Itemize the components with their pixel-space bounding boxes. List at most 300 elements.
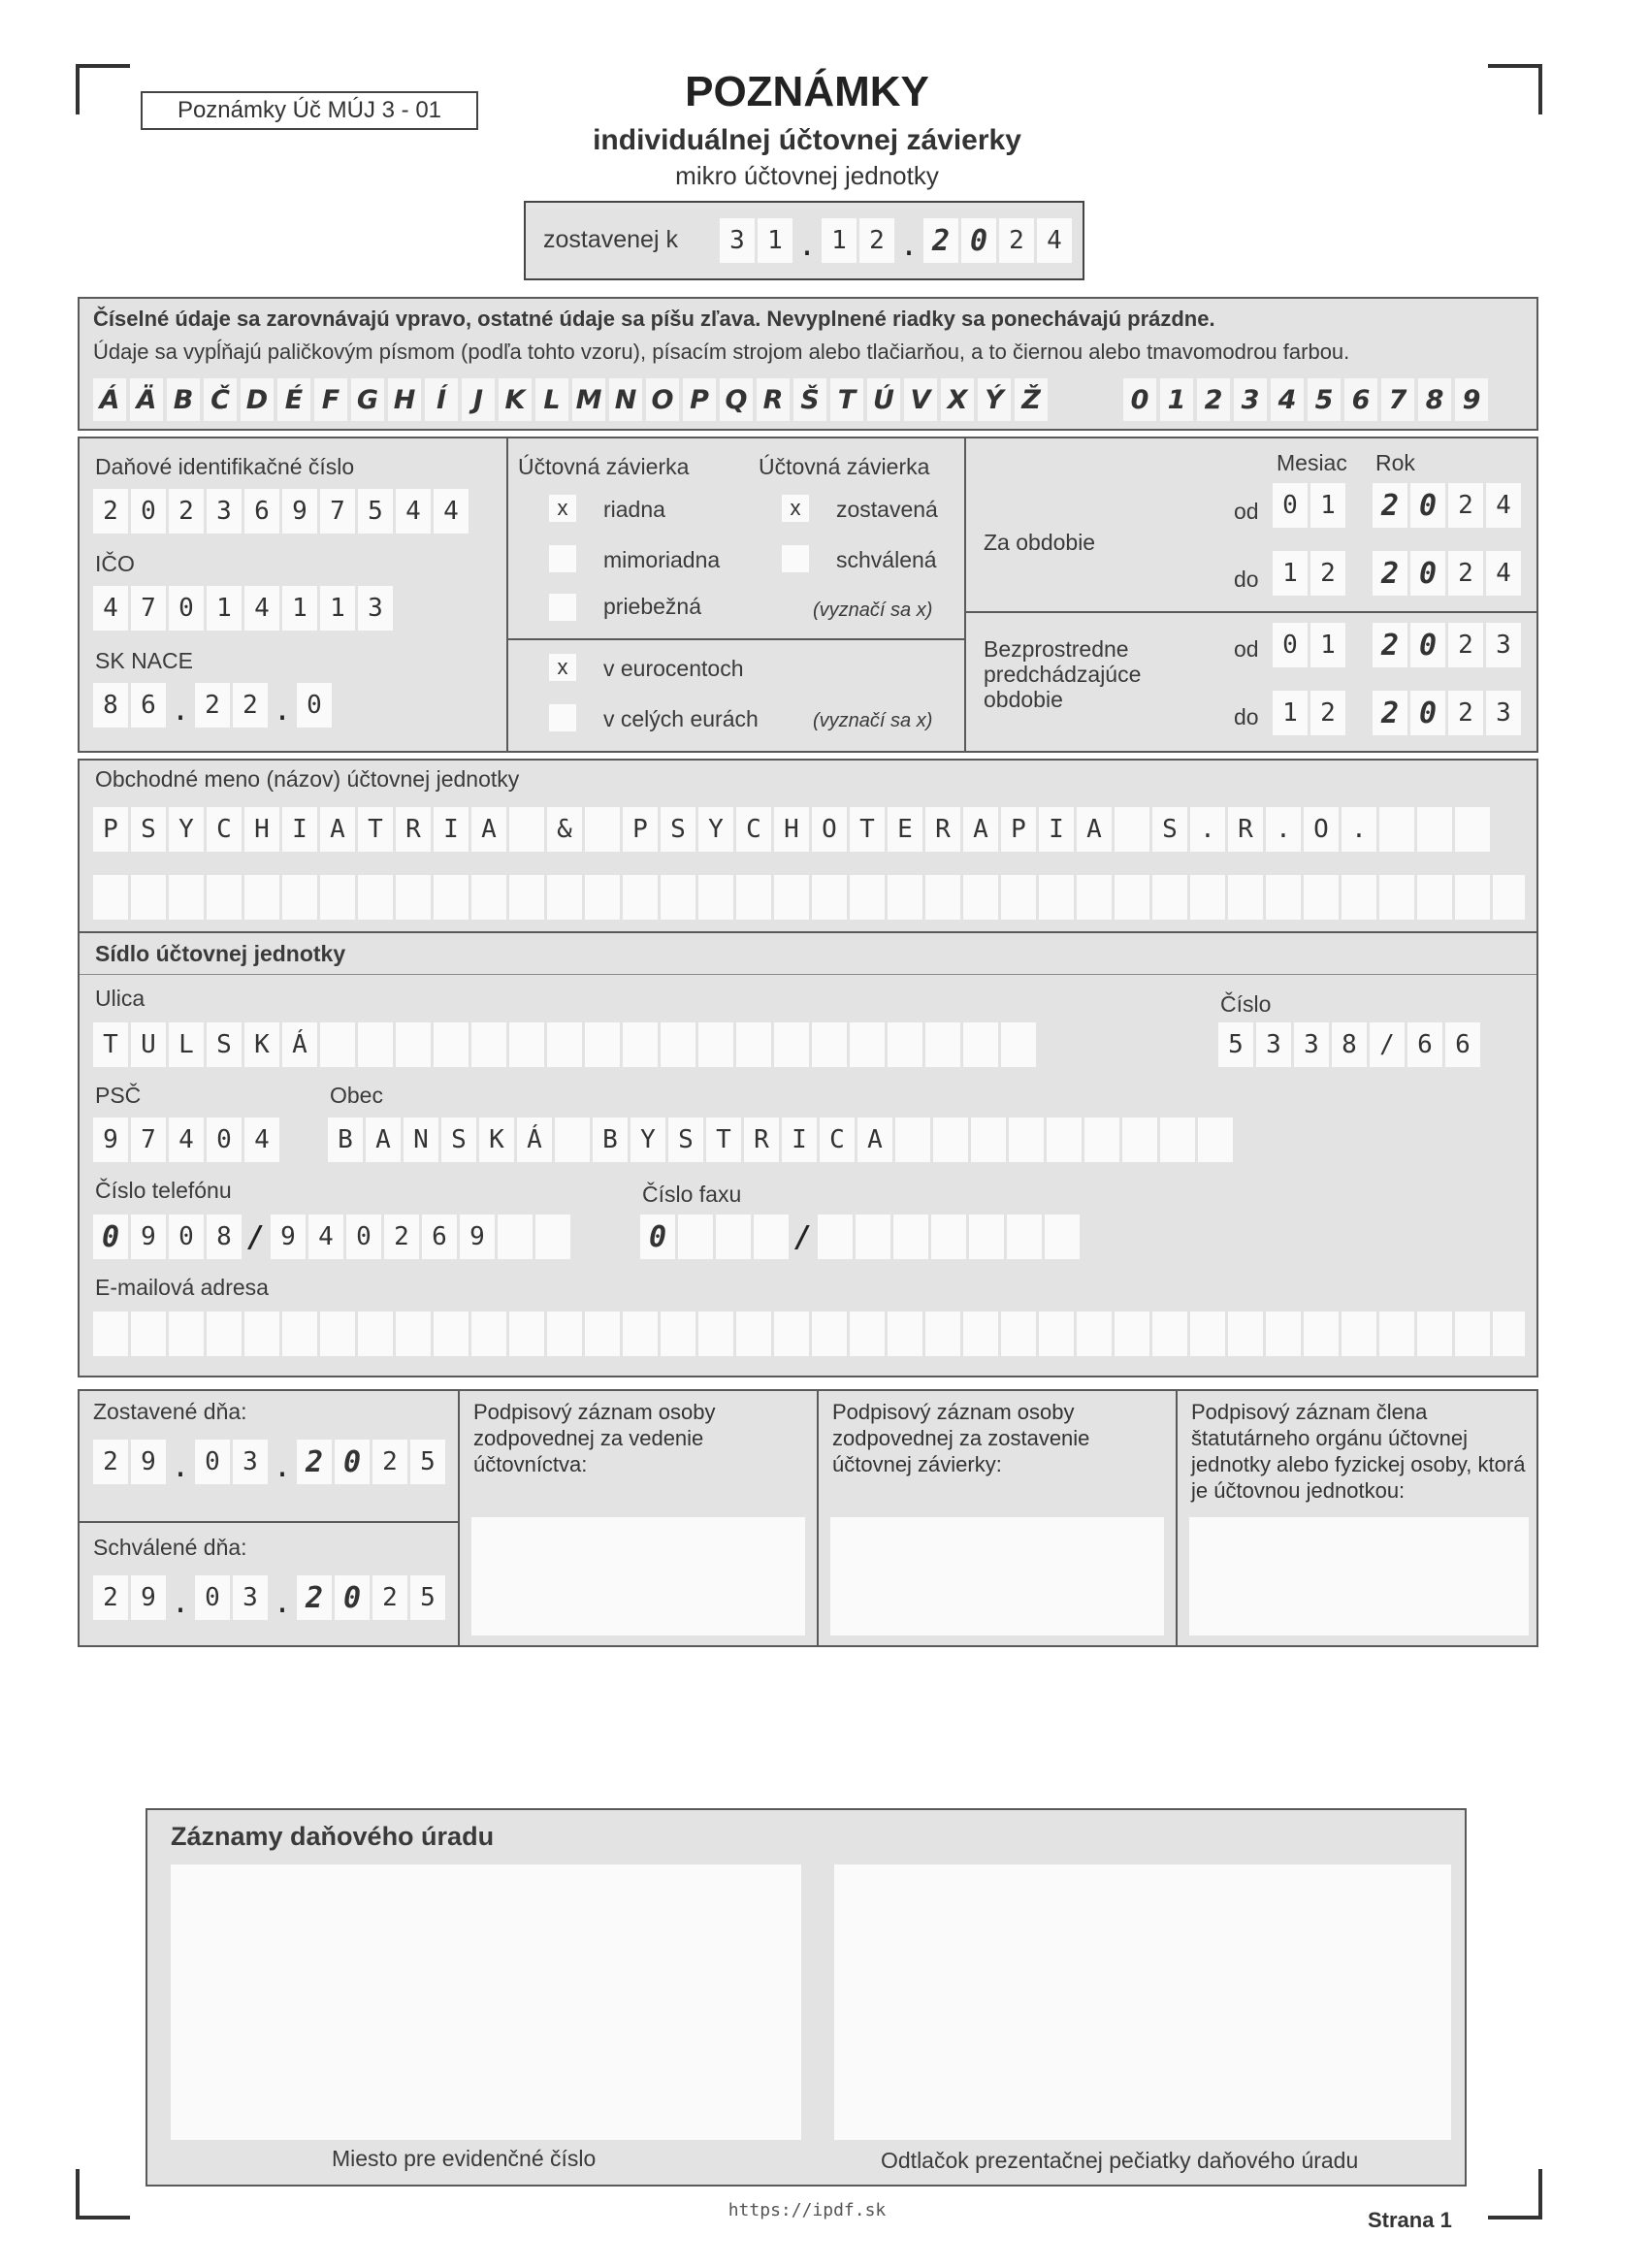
- phone-field[interactable]: [93, 1215, 570, 1259]
- char-cell[interactable]: [931, 1215, 966, 1259]
- char-cell[interactable]: T: [706, 1118, 741, 1162]
- char-cell[interactable]: S: [1152, 807, 1187, 852]
- char-cell[interactable]: 0: [1410, 483, 1445, 528]
- char-cell[interactable]: 2: [1373, 691, 1407, 735]
- char-cell[interactable]: [1007, 1215, 1042, 1259]
- char-cell[interactable]: 0: [335, 1440, 370, 1484]
- char-cell[interactable]: 0: [335, 1575, 370, 1620]
- char-cell[interactable]: 0: [1410, 551, 1445, 596]
- sample-char: 8: [1418, 378, 1451, 421]
- char-cell[interactable]: [818, 1215, 853, 1259]
- sample-char: B: [167, 378, 200, 421]
- char-cell[interactable]: 3: [1486, 623, 1521, 667]
- approved-on-date[interactable]: [93, 1575, 445, 1620]
- char-cell[interactable]: 2: [169, 489, 204, 534]
- compiled-box: [524, 201, 1084, 280]
- char-cell[interactable]: H: [774, 807, 809, 852]
- char-cell[interactable]: [585, 1022, 620, 1067]
- sample-digits: [1123, 378, 1488, 421]
- char-cell[interactable]: [698, 1022, 733, 1067]
- stamp-area[interactable]: [834, 1864, 1451, 2140]
- date-cell[interactable]: 3: [720, 218, 755, 263]
- char-cell[interactable]: 6: [131, 683, 166, 728]
- char-cell[interactable]: [1001, 1022, 1036, 1067]
- char-cell[interactable]: 7: [320, 489, 355, 534]
- char-cell[interactable]: [1198, 1118, 1233, 1162]
- char-cell[interactable]: 0: [169, 1215, 204, 1259]
- char-cell[interactable]: [1009, 1118, 1044, 1162]
- char-cell[interactable]: 2: [372, 1575, 407, 1620]
- divider: [1176, 1391, 1178, 1645]
- char-cell[interactable]: [933, 1118, 968, 1162]
- fax-field[interactable]: [640, 1215, 1080, 1259]
- char-cell[interactable]: I: [1039, 807, 1074, 852]
- char-cell[interactable]: 5: [410, 1440, 445, 1484]
- date-cell[interactable]: 1: [758, 218, 792, 263]
- psc-field[interactable]: [93, 1118, 279, 1162]
- instructions-box: [78, 297, 1538, 431]
- separator: .: [171, 1450, 190, 1484]
- char-cell[interactable]: 3: [1486, 691, 1521, 735]
- char-cell[interactable]: 9: [282, 489, 317, 534]
- date-cell[interactable]: 2: [859, 218, 894, 263]
- char-cell[interactable]: 1: [1273, 551, 1308, 596]
- char-cell[interactable]: [623, 1022, 658, 1067]
- page-title: POZNÁMKY: [685, 68, 929, 115]
- company-name-row-2[interactable]: [93, 875, 1525, 920]
- char-cell[interactable]: 5: [1218, 1022, 1253, 1067]
- char-cell[interactable]: 3: [207, 489, 242, 534]
- char-cell[interactable]: H: [244, 807, 279, 852]
- char-cell[interactable]: [547, 1022, 582, 1067]
- riadna-label: riadna: [603, 497, 665, 522]
- char-cell[interactable]: 2: [1448, 691, 1483, 735]
- char-cell[interactable]: [1122, 1118, 1157, 1162]
- char-cell[interactable]: I: [782, 1118, 817, 1162]
- dic-field[interactable]: [93, 489, 469, 534]
- dic-label: Daňové identifikačné číslo: [95, 454, 355, 479]
- char-cell[interactable]: 3: [1294, 1022, 1329, 1067]
- separator: .: [273, 1450, 292, 1484]
- char-cell[interactable]: [1045, 1215, 1080, 1259]
- char-cell[interactable]: [678, 1215, 713, 1259]
- page-number: Strana 1: [1368, 2208, 1452, 2232]
- form-code: Poznámky Úč MÚJ 3 - 01: [141, 91, 478, 130]
- char-cell[interactable]: 2: [297, 1440, 332, 1484]
- current-from[interactable]: [1273, 483, 1521, 528]
- char-cell[interactable]: 4: [169, 1118, 204, 1162]
- char-cell[interactable]: 0: [195, 1575, 230, 1620]
- char-cell[interactable]: P: [623, 807, 658, 852]
- char-cell[interactable]: 2: [93, 1440, 128, 1484]
- sample-char: Ž: [1015, 378, 1048, 421]
- char-cell[interactable]: Á: [282, 1022, 317, 1067]
- page-subtitle: individuálnej účtovnej závierky: [593, 124, 1021, 156]
- char-cell[interactable]: R: [396, 807, 431, 852]
- char-cell[interactable]: 9: [131, 1215, 166, 1259]
- char-cell[interactable]: .: [1266, 807, 1301, 852]
- char-cell[interactable]: [856, 1215, 890, 1259]
- char-cell[interactable]: A: [857, 1118, 892, 1162]
- char-cell[interactable]: L: [169, 1022, 204, 1067]
- char-cell[interactable]: 2: [1310, 551, 1345, 596]
- tax-office-box: [146, 1808, 1467, 2187]
- city-field[interactable]: [328, 1118, 1233, 1162]
- char-cell[interactable]: I: [282, 807, 317, 852]
- ico-label: IČO: [95, 551, 135, 576]
- char-cell[interactable]: [963, 1022, 998, 1067]
- char-cell[interactable]: 2: [384, 1215, 419, 1259]
- sample-char: R: [757, 378, 790, 421]
- sample-char: T: [830, 378, 863, 421]
- char-cell[interactable]: 0: [169, 586, 204, 631]
- char-cell[interactable]: [971, 1118, 1006, 1162]
- signature-field-compiler[interactable]: [830, 1517, 1164, 1636]
- separator: .: [171, 694, 190, 728]
- closure-type-label: Účtovná závierka: [518, 454, 690, 479]
- char-cell[interactable]: 8: [93, 683, 128, 728]
- sample-char: Ä: [130, 378, 163, 421]
- char-cell[interactable]: 0: [640, 1215, 675, 1259]
- registration-number-area[interactable]: [171, 1864, 801, 2140]
- eur-checkbox[interactable]: [549, 704, 576, 731]
- instructions-line1: Číselné údaje sa zarovnávajú vpravo, ostatné údaje sa píšu zľava. Nevyplnené riadky sa ponechávajú prázdne.: [93, 307, 1215, 331]
- char-cell[interactable]: 1: [320, 586, 355, 631]
- char-cell[interactable]: .: [1342, 807, 1376, 852]
- char-cell[interactable]: 0: [297, 683, 332, 728]
- char-cell[interactable]: 2: [1448, 551, 1483, 596]
- char-cell[interactable]: 2: [1310, 691, 1345, 735]
- previous-from[interactable]: [1273, 623, 1521, 667]
- sample-char: 0: [1123, 378, 1156, 421]
- char-cell[interactable]: [774, 1022, 809, 1067]
- char-cell[interactable]: T: [850, 807, 885, 852]
- char-cell[interactable]: 7: [131, 586, 166, 631]
- previous-period-label: obdobie: [984, 687, 1063, 712]
- char-cell[interactable]: 0: [346, 1215, 381, 1259]
- mark-note: (vyznačí sa x): [813, 710, 933, 731]
- char-cell[interactable]: [969, 1215, 1004, 1259]
- char-cell[interactable]: 1: [282, 586, 317, 631]
- char-cell[interactable]: 4: [93, 586, 128, 631]
- char-cell[interactable]: B: [593, 1118, 628, 1162]
- char-cell[interactable]: 2: [1373, 623, 1407, 667]
- char-cell[interactable]: [716, 1215, 751, 1259]
- sample-char: N: [609, 378, 642, 421]
- char-cell[interactable]: 2: [233, 683, 268, 728]
- char-cell[interactable]: Á: [517, 1118, 552, 1162]
- char-cell[interactable]: T: [93, 1022, 128, 1067]
- char-cell[interactable]: S: [207, 1022, 242, 1067]
- date-cell[interactable]: 0: [961, 218, 996, 263]
- char-cell[interactable]: 2: [195, 683, 230, 728]
- char-cell[interactable]: 5: [358, 489, 393, 534]
- char-cell[interactable]: 9: [93, 1118, 128, 1162]
- od-label: od: [1234, 636, 1259, 662]
- char-cell[interactable]: 9: [131, 1440, 166, 1484]
- char-cell[interactable]: O: [812, 807, 847, 852]
- char-cell[interactable]: 2: [1373, 551, 1407, 596]
- char-cell[interactable]: 2: [297, 1575, 332, 1620]
- char-cell[interactable]: [661, 1022, 695, 1067]
- sample-char: 7: [1381, 378, 1414, 421]
- nace-label: SK NACE: [95, 648, 193, 673]
- compiled-date: [720, 218, 1072, 263]
- signature-field-accounting[interactable]: [471, 1517, 805, 1636]
- char-cell[interactable]: [358, 1022, 393, 1067]
- char-cell[interactable]: 3: [233, 1440, 268, 1484]
- sample-char: X: [941, 378, 974, 421]
- char-cell[interactable]: 2: [1373, 483, 1407, 528]
- char-cell[interactable]: 4: [1486, 551, 1521, 596]
- previous-period-label: Bezprostredne: [984, 636, 1129, 662]
- year-label: Rok: [1375, 450, 1415, 475]
- char-cell[interactable]: R: [744, 1118, 779, 1162]
- char-cell[interactable]: S: [131, 807, 166, 852]
- compiled-on-date[interactable]: [93, 1440, 445, 1484]
- char-cell[interactable]: A: [366, 1118, 401, 1162]
- char-cell[interactable]: P: [1001, 807, 1036, 852]
- char-cell[interactable]: [1455, 807, 1490, 852]
- char-cell[interactable]: [471, 1022, 506, 1067]
- char-cell[interactable]: C: [820, 1118, 855, 1162]
- char-cell[interactable]: 3: [233, 1575, 268, 1620]
- divider: [80, 1521, 458, 1523]
- char-cell[interactable]: [498, 1215, 533, 1259]
- char-cell[interactable]: 2: [93, 489, 128, 534]
- divider: [80, 974, 1536, 975]
- char-cell[interactable]: Y: [169, 807, 204, 852]
- char-cell[interactable]: [1417, 807, 1452, 852]
- char-cell[interactable]: [585, 807, 620, 852]
- month-label: Mesiac: [1277, 450, 1347, 475]
- char-cell[interactable]: [1379, 807, 1414, 852]
- email-field[interactable]: [93, 1312, 1525, 1356]
- city-label: Obec: [330, 1083, 383, 1108]
- sample-char: V: [904, 378, 937, 421]
- char-cell[interactable]: [888, 1022, 922, 1067]
- divider: [506, 438, 508, 751]
- char-cell[interactable]: C: [736, 807, 771, 852]
- char-cell[interactable]: 1: [1310, 623, 1345, 667]
- char-cell[interactable]: 4: [244, 1118, 279, 1162]
- sample-char: D: [241, 378, 274, 421]
- sample-char: 1: [1160, 378, 1193, 421]
- char-cell[interactable]: A: [963, 807, 998, 852]
- eurocent-checkbox[interactable]: x: [549, 654, 576, 681]
- sample-char: K: [499, 378, 532, 421]
- sample-char: Á: [93, 378, 126, 421]
- char-cell[interactable]: 9: [460, 1215, 495, 1259]
- char-cell[interactable]: O: [1304, 807, 1339, 852]
- char-cell[interactable]: [396, 1022, 431, 1067]
- psc-label: PSČ: [95, 1083, 142, 1108]
- char-cell[interactable]: [509, 1022, 544, 1067]
- sample-char: Ý: [978, 378, 1011, 421]
- char-cell[interactable]: 0: [1273, 623, 1308, 667]
- char-cell[interactable]: U: [131, 1022, 166, 1067]
- separator: .: [171, 1586, 190, 1620]
- char-cell[interactable]: A: [1077, 807, 1112, 852]
- char-cell[interactable]: E: [888, 807, 922, 852]
- char-cell[interactable]: 4: [308, 1215, 343, 1259]
- char-cell[interactable]: 6: [422, 1215, 457, 1259]
- char-cell[interactable]: [1115, 807, 1149, 852]
- char-cell[interactable]: 9: [271, 1215, 306, 1259]
- char-cell[interactable]: [736, 1022, 771, 1067]
- char-cell[interactable]: S: [441, 1118, 476, 1162]
- char-cell[interactable]: 6: [1407, 1022, 1442, 1067]
- previous-to[interactable]: [1273, 691, 1521, 735]
- char-cell[interactable]: A: [320, 807, 355, 852]
- char-cell[interactable]: 2: [93, 1575, 128, 1620]
- char-cell[interactable]: [320, 1022, 355, 1067]
- mark-note: (vyznačí sa x): [813, 599, 933, 621]
- char-cell[interactable]: S: [661, 807, 695, 852]
- signature-field-statutory[interactable]: [1189, 1517, 1529, 1636]
- char-cell[interactable]: .: [1190, 807, 1225, 852]
- char-cell[interactable]: T: [358, 807, 393, 852]
- char-cell[interactable]: 3: [358, 586, 393, 631]
- char-cell[interactable]: 0: [1410, 691, 1445, 735]
- divider: [964, 438, 966, 751]
- char-cell[interactable]: 4: [396, 489, 431, 534]
- char-cell[interactable]: 6: [1445, 1022, 1480, 1067]
- char-cell[interactable]: [812, 1022, 847, 1067]
- date-separator: .: [797, 229, 817, 263]
- char-cell[interactable]: B: [328, 1118, 363, 1162]
- street-field[interactable]: [93, 1022, 1036, 1067]
- char-cell[interactable]: 7: [131, 1118, 166, 1162]
- char-cell[interactable]: /: [1370, 1022, 1405, 1067]
- char-cell[interactable]: 1: [1273, 691, 1308, 735]
- char-cell[interactable]: 9: [131, 1575, 166, 1620]
- nace-field[interactable]: [93, 683, 332, 728]
- char-cell[interactable]: 2: [1448, 483, 1483, 528]
- char-cell[interactable]: [509, 807, 544, 852]
- char-cell[interactable]: 0: [207, 1118, 242, 1162]
- current-to[interactable]: [1273, 551, 1521, 596]
- date-cell[interactable]: 2: [999, 218, 1034, 263]
- sample-char: L: [535, 378, 568, 421]
- priebezna-checkbox[interactable]: [549, 594, 576, 621]
- char-cell[interactable]: A: [471, 807, 506, 852]
- company-name-row-1[interactable]: [93, 807, 1490, 852]
- date-cell[interactable]: 2: [923, 218, 958, 263]
- char-cell[interactable]: [1084, 1118, 1119, 1162]
- sample-char: Ú: [867, 378, 900, 421]
- char-cell[interactable]: 1: [207, 586, 242, 631]
- sample-char: Q: [720, 378, 753, 421]
- tax-office-title: Záznamy daňového úradu: [171, 1822, 495, 1851]
- char-cell[interactable]: C: [207, 807, 242, 852]
- approved-on-label: Schválené dňa:: [93, 1535, 247, 1560]
- char-cell[interactable]: 6: [244, 489, 279, 534]
- char-cell[interactable]: R: [1228, 807, 1263, 852]
- char-cell[interactable]: [555, 1118, 590, 1162]
- sample-char: 2: [1197, 378, 1230, 421]
- char-cell[interactable]: &: [547, 807, 582, 852]
- char-cell[interactable]: N: [404, 1118, 438, 1162]
- slash: /: [246, 1219, 266, 1254]
- char-cell[interactable]: [434, 1022, 469, 1067]
- char-cell[interactable]: K: [479, 1118, 514, 1162]
- date-cell[interactable]: 1: [822, 218, 857, 263]
- char-cell[interactable]: K: [244, 1022, 279, 1067]
- mimoriadna-label: mimoriadna: [603, 547, 721, 572]
- previous-period-label: predchádzajúce: [984, 662, 1142, 687]
- slash: /: [793, 1219, 813, 1254]
- char-cell[interactable]: 4: [1486, 483, 1521, 528]
- date-cell[interactable]: 4: [1037, 218, 1072, 263]
- divider: [817, 1391, 819, 1645]
- compiled-label: zostavenej k: [543, 226, 678, 253]
- sample-char: F: [314, 378, 347, 421]
- current-period-label: Za obdobie: [984, 530, 1096, 555]
- char-cell[interactable]: Y: [698, 807, 733, 852]
- ico-field[interactable]: [93, 586, 393, 631]
- seat-label: Sídlo účtovnej jednotky: [95, 941, 346, 966]
- char-cell[interactable]: I: [434, 807, 469, 852]
- char-cell[interactable]: 0: [93, 1215, 128, 1259]
- char-cell[interactable]: Y: [630, 1118, 665, 1162]
- char-cell[interactable]: 5: [410, 1575, 445, 1620]
- char-cell[interactable]: P: [93, 807, 128, 852]
- sample-char: 5: [1308, 378, 1341, 421]
- separator: .: [273, 694, 292, 728]
- sample-char: O: [646, 378, 679, 421]
- char-cell[interactable]: [754, 1215, 789, 1259]
- priebezna-label: priebežná: [603, 594, 702, 619]
- sample-char: 3: [1234, 378, 1267, 421]
- char-cell[interactable]: [850, 1022, 885, 1067]
- char-cell[interactable]: [895, 1118, 930, 1162]
- char-cell[interactable]: 8: [207, 1215, 242, 1259]
- char-cell[interactable]: 0: [1273, 483, 1308, 528]
- char-cell[interactable]: 0: [131, 489, 166, 534]
- footer-url[interactable]: https://ipdf.sk: [728, 2200, 887, 2220]
- char-cell[interactable]: 3: [1256, 1022, 1291, 1067]
- char-cell[interactable]: 4: [434, 489, 469, 534]
- char-cell[interactable]: [893, 1215, 928, 1259]
- char-cell[interactable]: 2: [1448, 623, 1483, 667]
- number-field[interactable]: [1218, 1022, 1480, 1067]
- eur-label: v celých eurách: [603, 706, 759, 731]
- char-cell[interactable]: [925, 1022, 960, 1067]
- mimoriadna-checkbox[interactable]: [549, 545, 576, 572]
- char-cell[interactable]: 8: [1332, 1022, 1367, 1067]
- char-cell[interactable]: 0: [1410, 623, 1445, 667]
- schvalena-label: schválená: [836, 547, 937, 572]
- sample-char: É: [277, 378, 310, 421]
- char-cell[interactable]: [535, 1215, 570, 1259]
- sample-char: G: [351, 378, 384, 421]
- char-cell[interactable]: S: [668, 1118, 703, 1162]
- char-cell[interactable]: R: [925, 807, 960, 852]
- sample-char: Č: [204, 378, 237, 421]
- char-cell[interactable]: [1047, 1118, 1082, 1162]
- char-cell[interactable]: 1: [1310, 483, 1345, 528]
- char-cell[interactable]: 4: [244, 586, 279, 631]
- registration-number-caption: Miesto pre evidenčné číslo: [332, 2146, 597, 2171]
- schvalena-checkbox[interactable]: [782, 545, 809, 572]
- char-cell[interactable]: 0: [195, 1440, 230, 1484]
- zostavena-checkbox[interactable]: x: [782, 495, 809, 522]
- char-cell[interactable]: 2: [372, 1440, 407, 1484]
- number-label: Číslo: [1220, 991, 1272, 1017]
- char-cell[interactable]: [1160, 1118, 1195, 1162]
- riadna-checkbox[interactable]: x: [549, 495, 576, 522]
